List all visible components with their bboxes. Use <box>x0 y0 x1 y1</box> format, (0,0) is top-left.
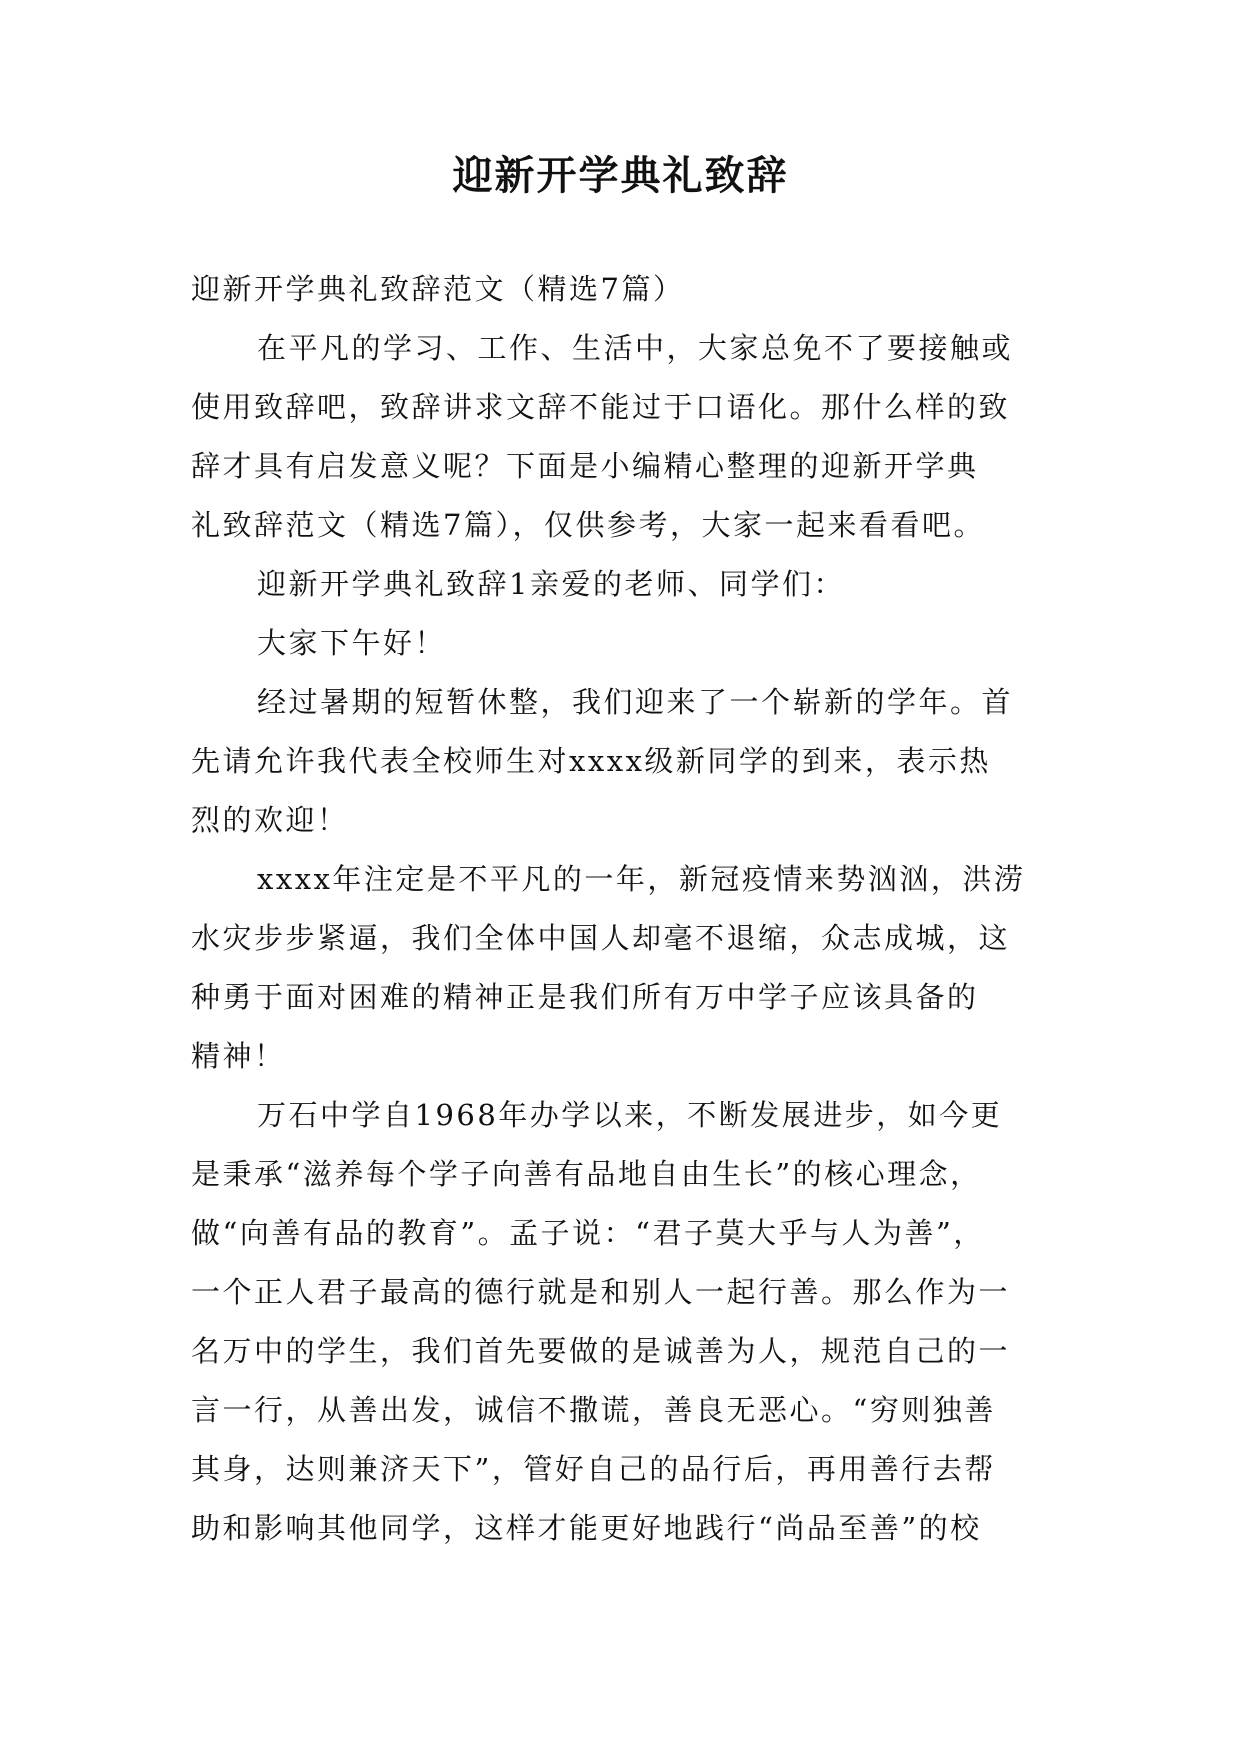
text-line: 迎新开学典礼致辞范文（精选7篇） <box>191 272 685 306</box>
text-line: 精神！ <box>191 1039 286 1073</box>
text-line: 烈的欢迎！ <box>191 803 349 837</box>
text-line: 在平凡的学习、工作、生活中，大家总免不了要接触或 <box>257 331 1014 365</box>
text-line: 万石中学自1968年办学以来，不断发展进步，如今更 <box>257 1098 1003 1132</box>
text-line: 做“向善有品的教育”。孟子说：“君子莫大乎与人为善”， <box>191 1216 985 1250</box>
document-title: 迎新开学典礼致辞 <box>452 152 789 199</box>
text-line: 使用致辞吧，致辞讲求文辞不能过于口语化。那什么样的致 <box>191 390 1011 424</box>
text-line: 先请允许我代表全校师生对xxxx级新同学的到来，表示热 <box>191 744 991 778</box>
text-line: 大家下午好！ <box>257 626 447 660</box>
document-body <box>191 260 1055 1558</box>
text-line: 一个正人君子最高的德行就是和别人一起行善。那么作为一 <box>191 1275 1011 1309</box>
text-line: 名万中的学生，我们首先要做的是诚善为人，规范自己的一 <box>191 1334 1011 1368</box>
text-line: 其身，达则兼济天下”，管好自己的品行后，再用善行去帮 <box>191 1452 996 1486</box>
text-line: 辞才具有启发意义呢？下面是小编精心整理的迎新开学典 <box>191 449 979 483</box>
text-line: 迎新开学典礼致辞1亲爱的老师、同学们： <box>257 567 845 601</box>
text-line: 言一行，从善出发，诚信不撒谎，善良无恶心。“穷则独善 <box>191 1393 996 1427</box>
text-line: 助和影响其他同学，这样才能更好地践行“尚品至善”的校 <box>191 1511 982 1545</box>
text-line: 水灾步步紧逼，我们全体中国人却毫不退缩，众志成城，这 <box>191 921 1011 955</box>
text-line: 礼致辞范文（精选7篇），仅供参考，大家一起来看看吧。 <box>191 508 985 542</box>
text-line: 是秉承“滋养每个学子向善有品地自由生长”的核心理念， <box>191 1157 982 1191</box>
text-line: xxxx年注定是不平凡的一年，新冠疫情来势汹汹，洪涝 <box>257 862 1026 896</box>
text-line: 经过暑期的短暂休整，我们迎来了一个崭新的学年。首 <box>257 685 1014 719</box>
text-line: 种勇于面对困难的精神正是我们所有万中学子应该具备的 <box>191 980 979 1014</box>
